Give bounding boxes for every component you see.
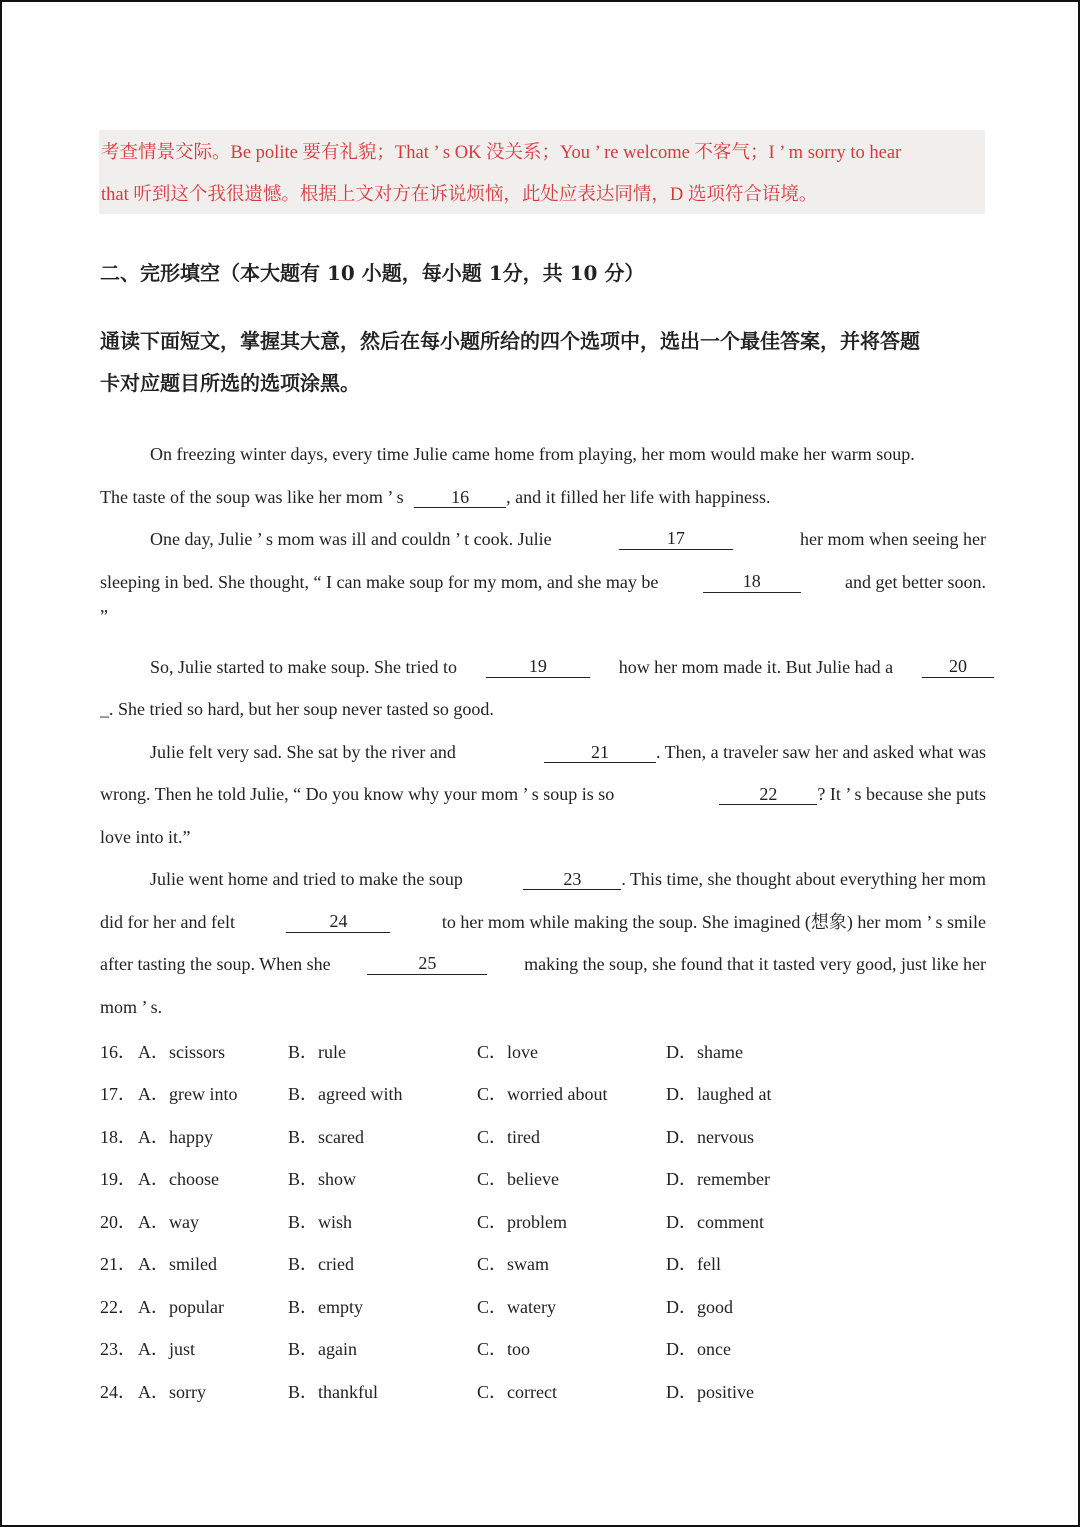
- passage-text: how her mom made it. But Julie had a: [618, 657, 894, 677]
- question-number: 16．: [100, 1042, 136, 1062]
- passage-line: [100, 486, 986, 508]
- option-d[interactable]: D．laughed at: [666, 1084, 772, 1104]
- passage-text: Julie felt very sad. She sat by the river and: [150, 742, 456, 762]
- passage-line: [100, 698, 986, 720]
- explanation-line-2: that 听到这个我很遗憾。根据上文对方在诉说烦恼，此处应表达同情，D 选项符合语境。: [101, 185, 818, 205]
- option-c[interactable]: C．swam: [477, 1254, 549, 1274]
- passage-line: [100, 868, 986, 890]
- option-a[interactable]: A．way: [138, 1212, 199, 1232]
- passage-text: did for her and felt: [100, 912, 235, 932]
- option-b[interactable]: B．empty: [288, 1297, 363, 1317]
- option-a[interactable]: A．grew into: [138, 1084, 238, 1104]
- question-number: 20．: [100, 1212, 136, 1232]
- question-21-options: [100, 1250, 900, 1274]
- passage-text: her mom when seeing her: [800, 529, 986, 549]
- passage-line: [100, 826, 986, 848]
- passage-line: [100, 741, 986, 763]
- question-19-options: [100, 1165, 900, 1189]
- option-b[interactable]: B．rule: [288, 1042, 346, 1062]
- section-instructions: [100, 320, 990, 404]
- passage-text: . Then, a traveler saw her and asked what was: [655, 742, 986, 762]
- option-a[interactable]: A．popular: [138, 1297, 224, 1317]
- passage-text: after tasting the soup. When she: [100, 954, 331, 974]
- passage-text: . This time, she thought about everything her mom: [621, 869, 986, 889]
- passage-text: and get better soon.: [845, 572, 986, 592]
- option-c[interactable]: C．too: [477, 1339, 531, 1359]
- passage-line: [100, 996, 986, 1018]
- option-c[interactable]: C．love: [477, 1042, 538, 1062]
- passage-line: [100, 443, 986, 465]
- question-24-options: [100, 1378, 900, 1402]
- instructions-line-1: 通读下面短文，掌握其大意，然后在每小题所给的四个选项中，选出一个最佳答案，并将答题: [100, 329, 920, 353]
- passage-line: [100, 953, 986, 975]
- question-22-options: [100, 1293, 900, 1317]
- passage-text: _. She tried so hard, but her soup never tasted so good.: [100, 699, 494, 719]
- passage-line: [100, 605, 986, 627]
- question-number: 19．: [100, 1169, 136, 1189]
- passage-text: sleeping in bed. She thought, “ I can make soup for my mom, and she may be: [100, 572, 659, 592]
- option-a[interactable]: A．happy: [138, 1127, 213, 1147]
- question-23-options: [100, 1335, 900, 1359]
- section-title: 二、完形填空（本大题有 10 小题，每小题 1分，共 10 分）: [100, 261, 645, 285]
- blank-21[interactable]: 21: [544, 742, 656, 763]
- passage-text: ”: [100, 606, 108, 626]
- option-c[interactable]: C．tired: [477, 1127, 540, 1147]
- option-d[interactable]: D．good: [666, 1297, 733, 1317]
- blank-18[interactable]: 18: [703, 571, 801, 593]
- option-c[interactable]: C．watery: [477, 1297, 556, 1317]
- blank-20[interactable]: 20: [922, 656, 994, 678]
- passage-text: love into it.”: [100, 827, 191, 847]
- option-d[interactable]: D．once: [666, 1339, 731, 1359]
- option-c[interactable]: C．believe: [477, 1169, 559, 1189]
- question-18-options: [100, 1123, 900, 1147]
- option-c[interactable]: C．problem: [477, 1212, 567, 1232]
- option-b[interactable]: B．wish: [288, 1212, 353, 1232]
- blank-16[interactable]: 16: [414, 487, 506, 508]
- option-d[interactable]: D．nervous: [666, 1127, 754, 1147]
- question-number: 17．: [100, 1084, 136, 1104]
- option-a[interactable]: A．smiled: [138, 1254, 217, 1274]
- option-b[interactable]: B．thankful: [288, 1382, 378, 1402]
- option-d[interactable]: D．fell: [666, 1254, 721, 1274]
- passage-line: [100, 911, 986, 933]
- passage-text: making the soup, she found that it tasted very good, just like her: [524, 954, 986, 974]
- option-d[interactable]: D．remember: [666, 1169, 770, 1189]
- option-c[interactable]: C．worried about: [477, 1084, 608, 1104]
- passage-line: [100, 783, 986, 805]
- question-16-options: [100, 1038, 900, 1062]
- option-b[interactable]: B．cried: [288, 1254, 354, 1274]
- passage-text: to her mom while making the soup. She imagined (想象) her mom ’ s smile: [441, 912, 986, 932]
- explanation-line-1: 考查情景交际。Be polite 要有礼貌；That ’ s OK 没关系；You ’ re welcome 不客气；I ’ m sorry to hear: [101, 143, 902, 163]
- option-a[interactable]: A．sorry: [138, 1382, 206, 1402]
- question-number: 22．: [100, 1297, 136, 1317]
- question-number: 21．: [100, 1254, 136, 1274]
- passage-text: The taste of the soup was like her mom ’ s: [100, 487, 404, 507]
- passage-line: [100, 656, 994, 678]
- passage-text: ? It ’ s because she puts: [817, 784, 986, 804]
- passage-text: Julie went home and tried to make the soup: [150, 869, 463, 889]
- passage-text: , and it filled her life with happiness.: [506, 487, 771, 507]
- option-b[interactable]: B．agreed with: [288, 1084, 403, 1104]
- blank-23[interactable]: 23: [523, 869, 621, 890]
- option-b[interactable]: B．show: [288, 1169, 357, 1189]
- option-d[interactable]: D．comment: [666, 1212, 764, 1232]
- option-a[interactable]: A．scissors: [138, 1042, 226, 1062]
- question-number: 23．: [100, 1339, 136, 1359]
- passage-line: [100, 571, 986, 593]
- blank-19[interactable]: 19: [486, 656, 590, 678]
- option-b[interactable]: B．scared: [288, 1127, 364, 1147]
- blank-24[interactable]: 24: [286, 911, 390, 933]
- question-number: 24．: [100, 1382, 136, 1402]
- answer-explanation: [99, 130, 985, 214]
- passage-line: [100, 528, 986, 550]
- passage-text: On freezing winter days, every time Julie came home from playing, her mom would make her warm soup.: [150, 444, 915, 464]
- option-d[interactable]: D．positive: [666, 1382, 754, 1402]
- option-b[interactable]: B．again: [288, 1339, 357, 1359]
- passage-text: mom ’ s.: [100, 997, 163, 1017]
- question-number: 18．: [100, 1127, 136, 1147]
- option-d[interactable]: D．shame: [666, 1042, 743, 1062]
- passage-text: One day, Julie ’ s mom was ill and couldn ’ t cook. Julie: [150, 529, 552, 549]
- passage-text: wrong. Then he told Julie, “ Do you know why your mom ’ s soup is so: [100, 784, 615, 804]
- passage-text: So, Julie started to make soup. She tried to: [150, 657, 457, 677]
- option-a[interactable]: A．choose: [138, 1169, 219, 1189]
- option-c[interactable]: C．correct: [477, 1382, 557, 1402]
- question-20-options: [100, 1208, 900, 1232]
- option-a[interactable]: A．just: [138, 1339, 196, 1359]
- instructions-line-2: 卡对应题目所选的选项涂黑。: [100, 371, 360, 395]
- blank-25[interactable]: 25: [367, 953, 487, 975]
- blank-17[interactable]: 17: [619, 528, 733, 550]
- blank-22[interactable]: 22: [719, 784, 817, 805]
- question-17-options: [100, 1080, 900, 1104]
